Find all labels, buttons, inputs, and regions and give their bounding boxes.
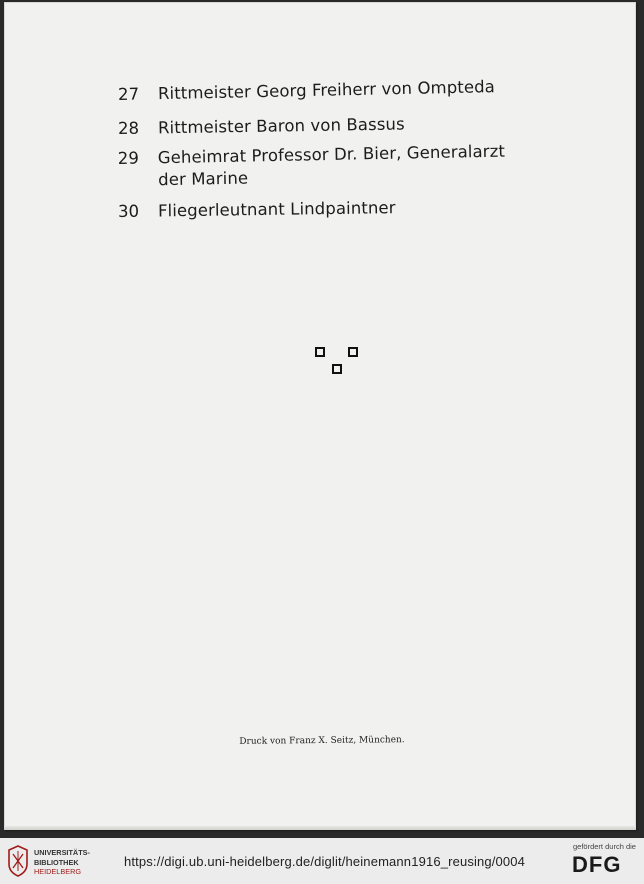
university-library-logo[interactable] (6, 844, 116, 880)
entry-number: 28 (117, 118, 140, 138)
entry-text: Rittmeister Georg Freiherr von Ompteda (157, 77, 496, 104)
viewer-footer (0, 838, 644, 884)
ornament-square (348, 347, 358, 357)
entry-text: Geheimrat Professor Dr. Bier, Generalarzt der Marine (157, 141, 506, 190)
permalink-url[interactable]: https://digi.ub.uni-heidelberg.de/diglit/heinemann1916_reusing/0004 (124, 854, 526, 869)
entry-text: Rittmeister Baron von Bassus (157, 114, 405, 138)
funder-caption: gefördert durch die (573, 842, 636, 851)
dfg-logo[interactable]: DFG (572, 852, 622, 877)
square-ornament-icon (313, 345, 363, 381)
entry-number: 29 (117, 148, 140, 169)
library-name: UNIVERSITÄTS- BIBLIOTHEK HEIDELBERG (34, 848, 90, 876)
entry-number: 30 (117, 201, 140, 221)
ornament-square (315, 347, 325, 357)
entry-number: 27 (117, 84, 140, 104)
ornament-square (332, 364, 342, 374)
library-seal-icon (6, 844, 30, 878)
page-edge (4, 826, 636, 830)
printer-imprint: Druck von Franz X. Seitz, München. (239, 735, 405, 747)
entry-text: Fliegerleutnant Lindpaintner (157, 198, 396, 221)
list-item (118, 140, 539, 192)
